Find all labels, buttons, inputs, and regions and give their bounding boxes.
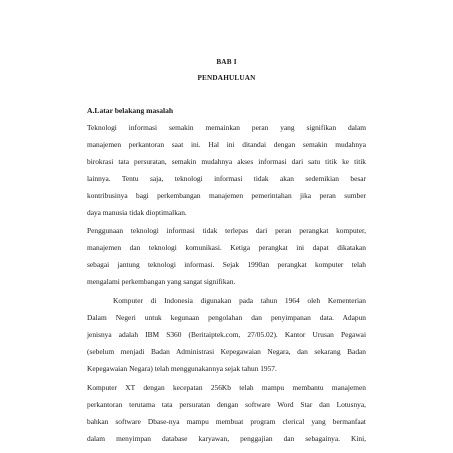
paragraph-line: daya manusia tidak dioptimalkan. [87, 208, 187, 217]
paragraph-line: Teknologi informasi semakin memainkan peran yang signifikan dalam [87, 123, 366, 132]
paragraph-line: mengalami perkembangan yang sangat signifikan. [87, 277, 236, 286]
paragraph-line: bahkan software Dbase-nya mampu membuat program clerical yang bermanfaat [87, 417, 366, 426]
paragraph-line: manajemen dan teknologi komunikasi. Ketiga perangkat ini dapat dikatakan [87, 243, 366, 252]
paragraph-line: sebagai jantung teknologi informasi. Sejak 1990an perangkat komputer telah [87, 260, 366, 269]
paragraph-line: manajemen perkantoran saat ini. Hal ini ditandai dengan semakin mudahnya [87, 140, 366, 149]
paragraph-line: Komputer XT dengan kecepatan 256Kb telah mampu membantu manajemen [87, 383, 366, 392]
paragraph-line: kontribusinya bagi perkembangan manajemen pemerintahan jika peran sumber [87, 191, 366, 200]
paragraph-line: Penggunaan teknologi informasi tidak terlepas dari peran perangkat komputer, [87, 226, 366, 235]
chapter-title: PENDAHULUAN [197, 74, 256, 82]
paragraph-line: jenisnya adalah IBM S360 (Beritaiptek.com, 27/05.02). Kantor Urusan Pegawai [87, 330, 366, 339]
paragraph-line: Dalam Negeri untuk kegunaan pengolahan dan penyimpanan data. Adapun [87, 313, 366, 322]
paragraph-line: Komputer di Indonesia digunakan pada tahun 1964 oleh Kementerian [113, 296, 366, 305]
section-heading: A.Latar belakang masalah [87, 106, 174, 115]
paragraph-line: (sebelum menjadi Badan Administrasi Kepegawaian Negara, dan sekarang Badan [87, 347, 366, 356]
chapter-number: BAB I [216, 58, 237, 66]
paragraph-line: lainnya. Tentu saja, teknologi informasi tidak akan sedemikian besar [87, 174, 366, 183]
paragraph-line: Kepegawaian Negara) telah menggunakannya sejak tahun 1957. [87, 364, 277, 373]
paragraph-line: birokrasi tata persuratan, semakin mudahnya akses informasi dari satu titik ke titik [87, 157, 366, 166]
paragraph-line: perkantoran terutama tata persuratan dengan software Word Star dan Lotusnya, [87, 400, 366, 409]
paragraph-line: dalam menyimpan database karyawan, penggajian dan sebagainya. Kini, [87, 434, 366, 443]
